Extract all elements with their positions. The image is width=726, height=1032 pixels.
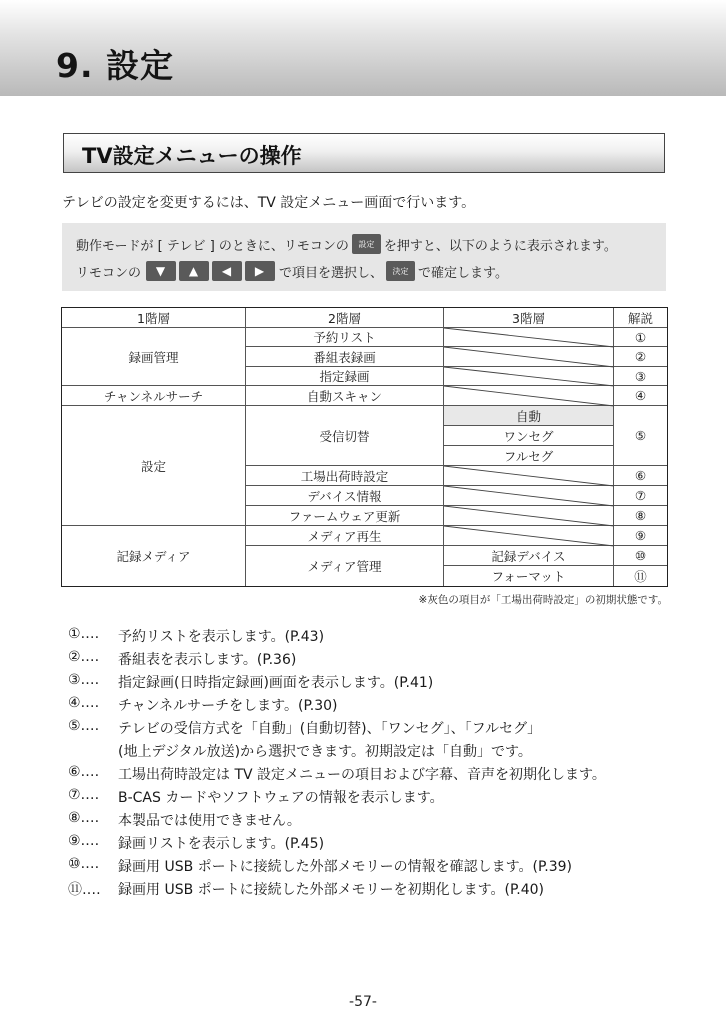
level3-oneseg: ワンセグ bbox=[444, 426, 614, 446]
note-marker: ② bbox=[614, 347, 667, 367]
level1-media: 記録メディア bbox=[62, 526, 246, 586]
level2-factory-reset: 工場出荷時設定 bbox=[246, 466, 444, 486]
level2-epg-recording: 番組表録画 bbox=[246, 347, 444, 367]
note-marker: ⑨ bbox=[614, 526, 667, 546]
settings-key-icon: 設定 bbox=[352, 234, 381, 254]
up-arrow-key-icon: ▲ bbox=[179, 261, 209, 281]
not-applicable-strokes bbox=[62, 308, 667, 586]
level3-record-device: 記録デバイス bbox=[444, 546, 614, 566]
level2-firmware-update: ファームウェア更新 bbox=[246, 506, 444, 526]
list-item: ⑦‥‥ B-CAS カードやソフトウェアの情報を表示します。 bbox=[68, 787, 444, 806]
down-arrow-key-icon: ▼ bbox=[146, 261, 176, 281]
level2-reception-switch: 受信切替 bbox=[246, 406, 444, 466]
level2-reservation-list: 予約リスト bbox=[246, 328, 444, 347]
section-title: TV設定メニューの操作 bbox=[82, 144, 302, 168]
page-number: -57- bbox=[349, 994, 377, 1010]
factory-default-note: ※灰色の項目が「工場出荷時設定」の初期状態です。 bbox=[418, 594, 668, 606]
list-item: ③‥‥ 指定録画(日時指定録画)画面を表示します。(P.41) bbox=[68, 672, 434, 691]
note-marker: ③ bbox=[614, 367, 667, 386]
note-marker: ⑦ bbox=[614, 486, 667, 506]
list-item: ⑨‥‥ 録画リストを表示します。(P.45) bbox=[68, 833, 325, 852]
list-item: ⑪‥‥ 録画用 USB ポートに接続した外部メモリーを初期化します。(P.40) bbox=[68, 882, 544, 898]
instruction-text: リモコンの bbox=[76, 265, 142, 281]
section-heading bbox=[63, 133, 665, 173]
menu-structure-table bbox=[61, 307, 668, 587]
instruction-text: で確定します。 bbox=[418, 265, 508, 281]
level2-auto-scan: 自動スキャン bbox=[246, 386, 444, 406]
level1-channel-search: チャンネルサーチ bbox=[62, 386, 246, 406]
list-item: ⑥‥‥ 工場出荷時設定は TV 設定メニューの項目および字幕、音声を初期化します。 bbox=[68, 764, 606, 783]
list-item: ⑧‥‥ 本製品では使用できません。 bbox=[68, 810, 301, 829]
instruction-line-2 bbox=[76, 261, 508, 281]
right-arrow-key-icon: ▶ bbox=[245, 261, 275, 281]
header-level2: 2階層 bbox=[246, 308, 444, 328]
chapter-header bbox=[0, 0, 726, 96]
note-marker: ⑤ bbox=[614, 406, 667, 466]
list-item: ②‥‥ 番組表を表示します。(P.36) bbox=[68, 649, 297, 668]
instruction-box bbox=[62, 223, 666, 291]
note-marker: ⑥ bbox=[614, 466, 667, 486]
level2-device-info: デバイス情報 bbox=[246, 486, 444, 506]
enter-key-icon: 決定 bbox=[386, 261, 415, 281]
level2-media-playback: メディア再生 bbox=[246, 526, 444, 546]
note-marker: ① bbox=[614, 328, 667, 347]
chapter-title: 9. 設定 bbox=[56, 46, 174, 85]
list-item: ④‥‥ チャンネルサーチをします。(P.30) bbox=[68, 695, 338, 714]
instruction-text: を押すと、以下のように表示されます。 bbox=[383, 238, 617, 254]
level3-format: フォーマット bbox=[444, 566, 614, 586]
instruction-text: 動作モードが [ テレビ ] のときに、リモコンの bbox=[76, 238, 349, 254]
intro-text: テレビの設定を変更するには、TV 設定メニュー画面で行います。 bbox=[62, 195, 476, 211]
list-item: ①‥‥ 予約リストを表示します。(P.43) bbox=[68, 626, 325, 645]
header-notes: 解説 bbox=[614, 308, 667, 328]
list-item: ⑩‥‥ 録画用 USB ポートに接続した外部メモリーの情報を確認します。(P.39) bbox=[68, 856, 572, 875]
header-level1: 1階層 bbox=[62, 308, 246, 328]
note-marker: ⑧ bbox=[614, 506, 667, 526]
note-marker: ⑩ bbox=[614, 546, 667, 566]
header-level3: 3階層 bbox=[444, 308, 614, 328]
level3-auto: 自動 bbox=[444, 406, 614, 426]
note-marker: ⑪ bbox=[634, 569, 647, 584]
level2-media-management: メディア管理 bbox=[246, 546, 444, 586]
level1-settings: 設定 bbox=[62, 406, 246, 526]
list-item-continuation: (地上デジタル放送)から選択できます。初期設定は「自動」です。 bbox=[118, 744, 532, 760]
level2-scheduled-recording: 指定録画 bbox=[246, 367, 444, 386]
left-arrow-key-icon: ◀ bbox=[212, 261, 242, 281]
level3-fullseg: フルセグ bbox=[444, 446, 614, 466]
level1-recording: 録画管理 bbox=[62, 328, 246, 386]
instruction-text: で項目を選択し、 bbox=[279, 265, 384, 281]
list-item: ⑤‥‥ テレビの受信方式を「自動」(自動切替)、「ワンセグ」、「フルセグ」 bbox=[68, 718, 542, 737]
instruction-line-1 bbox=[76, 234, 617, 254]
note-marker: ④ bbox=[614, 386, 667, 406]
